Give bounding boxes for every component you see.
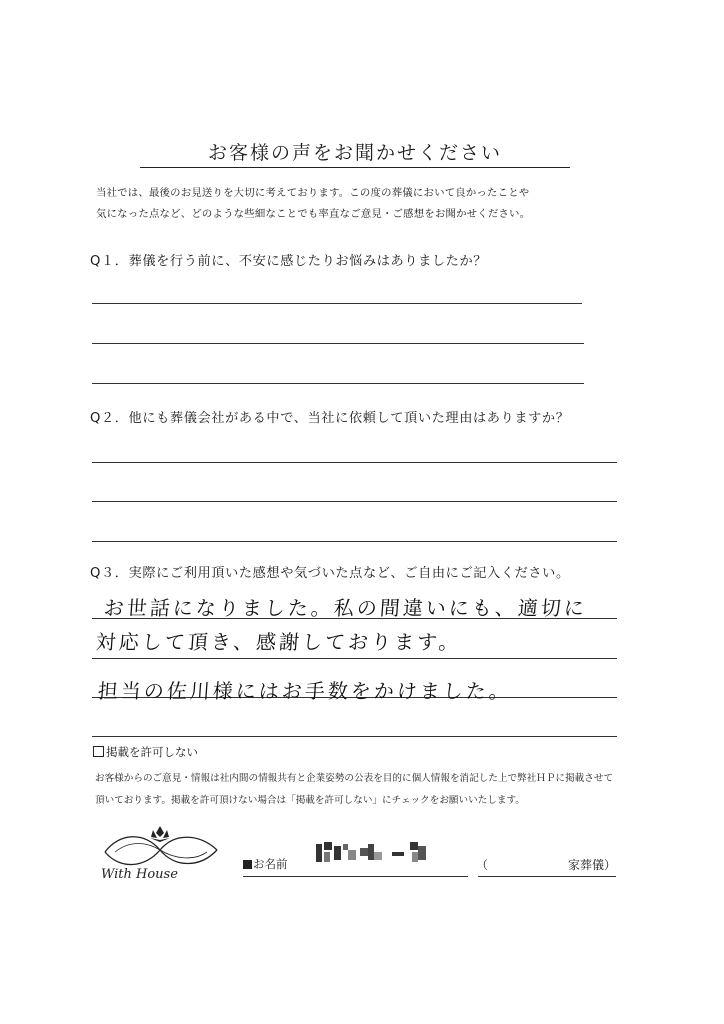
intro-text: [96, 183, 616, 225]
family-open-paren: （: [476, 858, 489, 872]
lotus-infinity-logo-icon: [95, 822, 225, 884]
answer-line[interactable]: [92, 303, 582, 304]
family-underline: [478, 876, 616, 877]
question-2-label: Q２．他にも葬儀会社がある中で、当社に依頼して頂いた理由はありますか？: [90, 411, 570, 426]
handwritten-answer-line: 対応して頂き、感謝しております。: [95, 630, 463, 654]
answer-line[interactable]: [92, 343, 584, 344]
family-funeral-suffix: 家葬儀）: [568, 858, 617, 872]
answer-line[interactable]: [92, 383, 584, 384]
consent-checkbox-row[interactable]: [93, 744, 198, 760]
title-underline: [140, 167, 570, 168]
form-title: お客様の声をお聞かせください: [207, 142, 502, 164]
name-label-text: お名前: [253, 857, 288, 871]
privacy-notice: [95, 768, 655, 812]
handwritten-answer-line: 担当の佐川様にはお手数をかけました。: [97, 679, 513, 703]
intro-line: 気になった点など、どのような些細なことでも率直なご意見・ご感想をお聞かせください。: [96, 208, 531, 220]
consent-checkbox[interactable]: [93, 746, 104, 757]
answer-line[interactable]: [92, 462, 617, 463]
consent-label: 掲載を許可しない: [106, 745, 198, 759]
answer-line[interactable]: [92, 736, 617, 737]
answer-line[interactable]: [92, 501, 617, 502]
handwritten-answer-line: お世話になりました。私の間違いにも、適切に: [103, 596, 588, 620]
notice-line: 頂いております。掲載を許可頂けない場合は「掲載を許可しない」にチェックをお願いいたします。: [95, 795, 525, 806]
name-field-label: [243, 856, 288, 872]
intro-line: 当社では、最後のお見送りを大切に考えております。この度の葬儀において良かったことや: [96, 187, 530, 199]
redacted-name-mosaic[interactable]: [312, 840, 440, 866]
answer-line[interactable]: [92, 658, 617, 659]
question-1-label: Q１．葬儀を行う前に、不安に感じたりお悩みはありましたか？: [90, 254, 488, 269]
answer-line[interactable]: [92, 541, 617, 542]
name-underline: [243, 876, 468, 877]
logo-wordmark: With House: [101, 867, 178, 882]
name-bullet-icon: [243, 860, 252, 869]
notice-line: お客様からのご意見・情報は社内間の情報共有と企業姿勢の公表を目的に個人情報を消記した上で弊社ＨＰに掲載させて: [95, 773, 614, 784]
question-3-label: Q３．実際にご利用頂いた感想や気づいた点など、ご自由にご記入ください。: [90, 566, 570, 581]
